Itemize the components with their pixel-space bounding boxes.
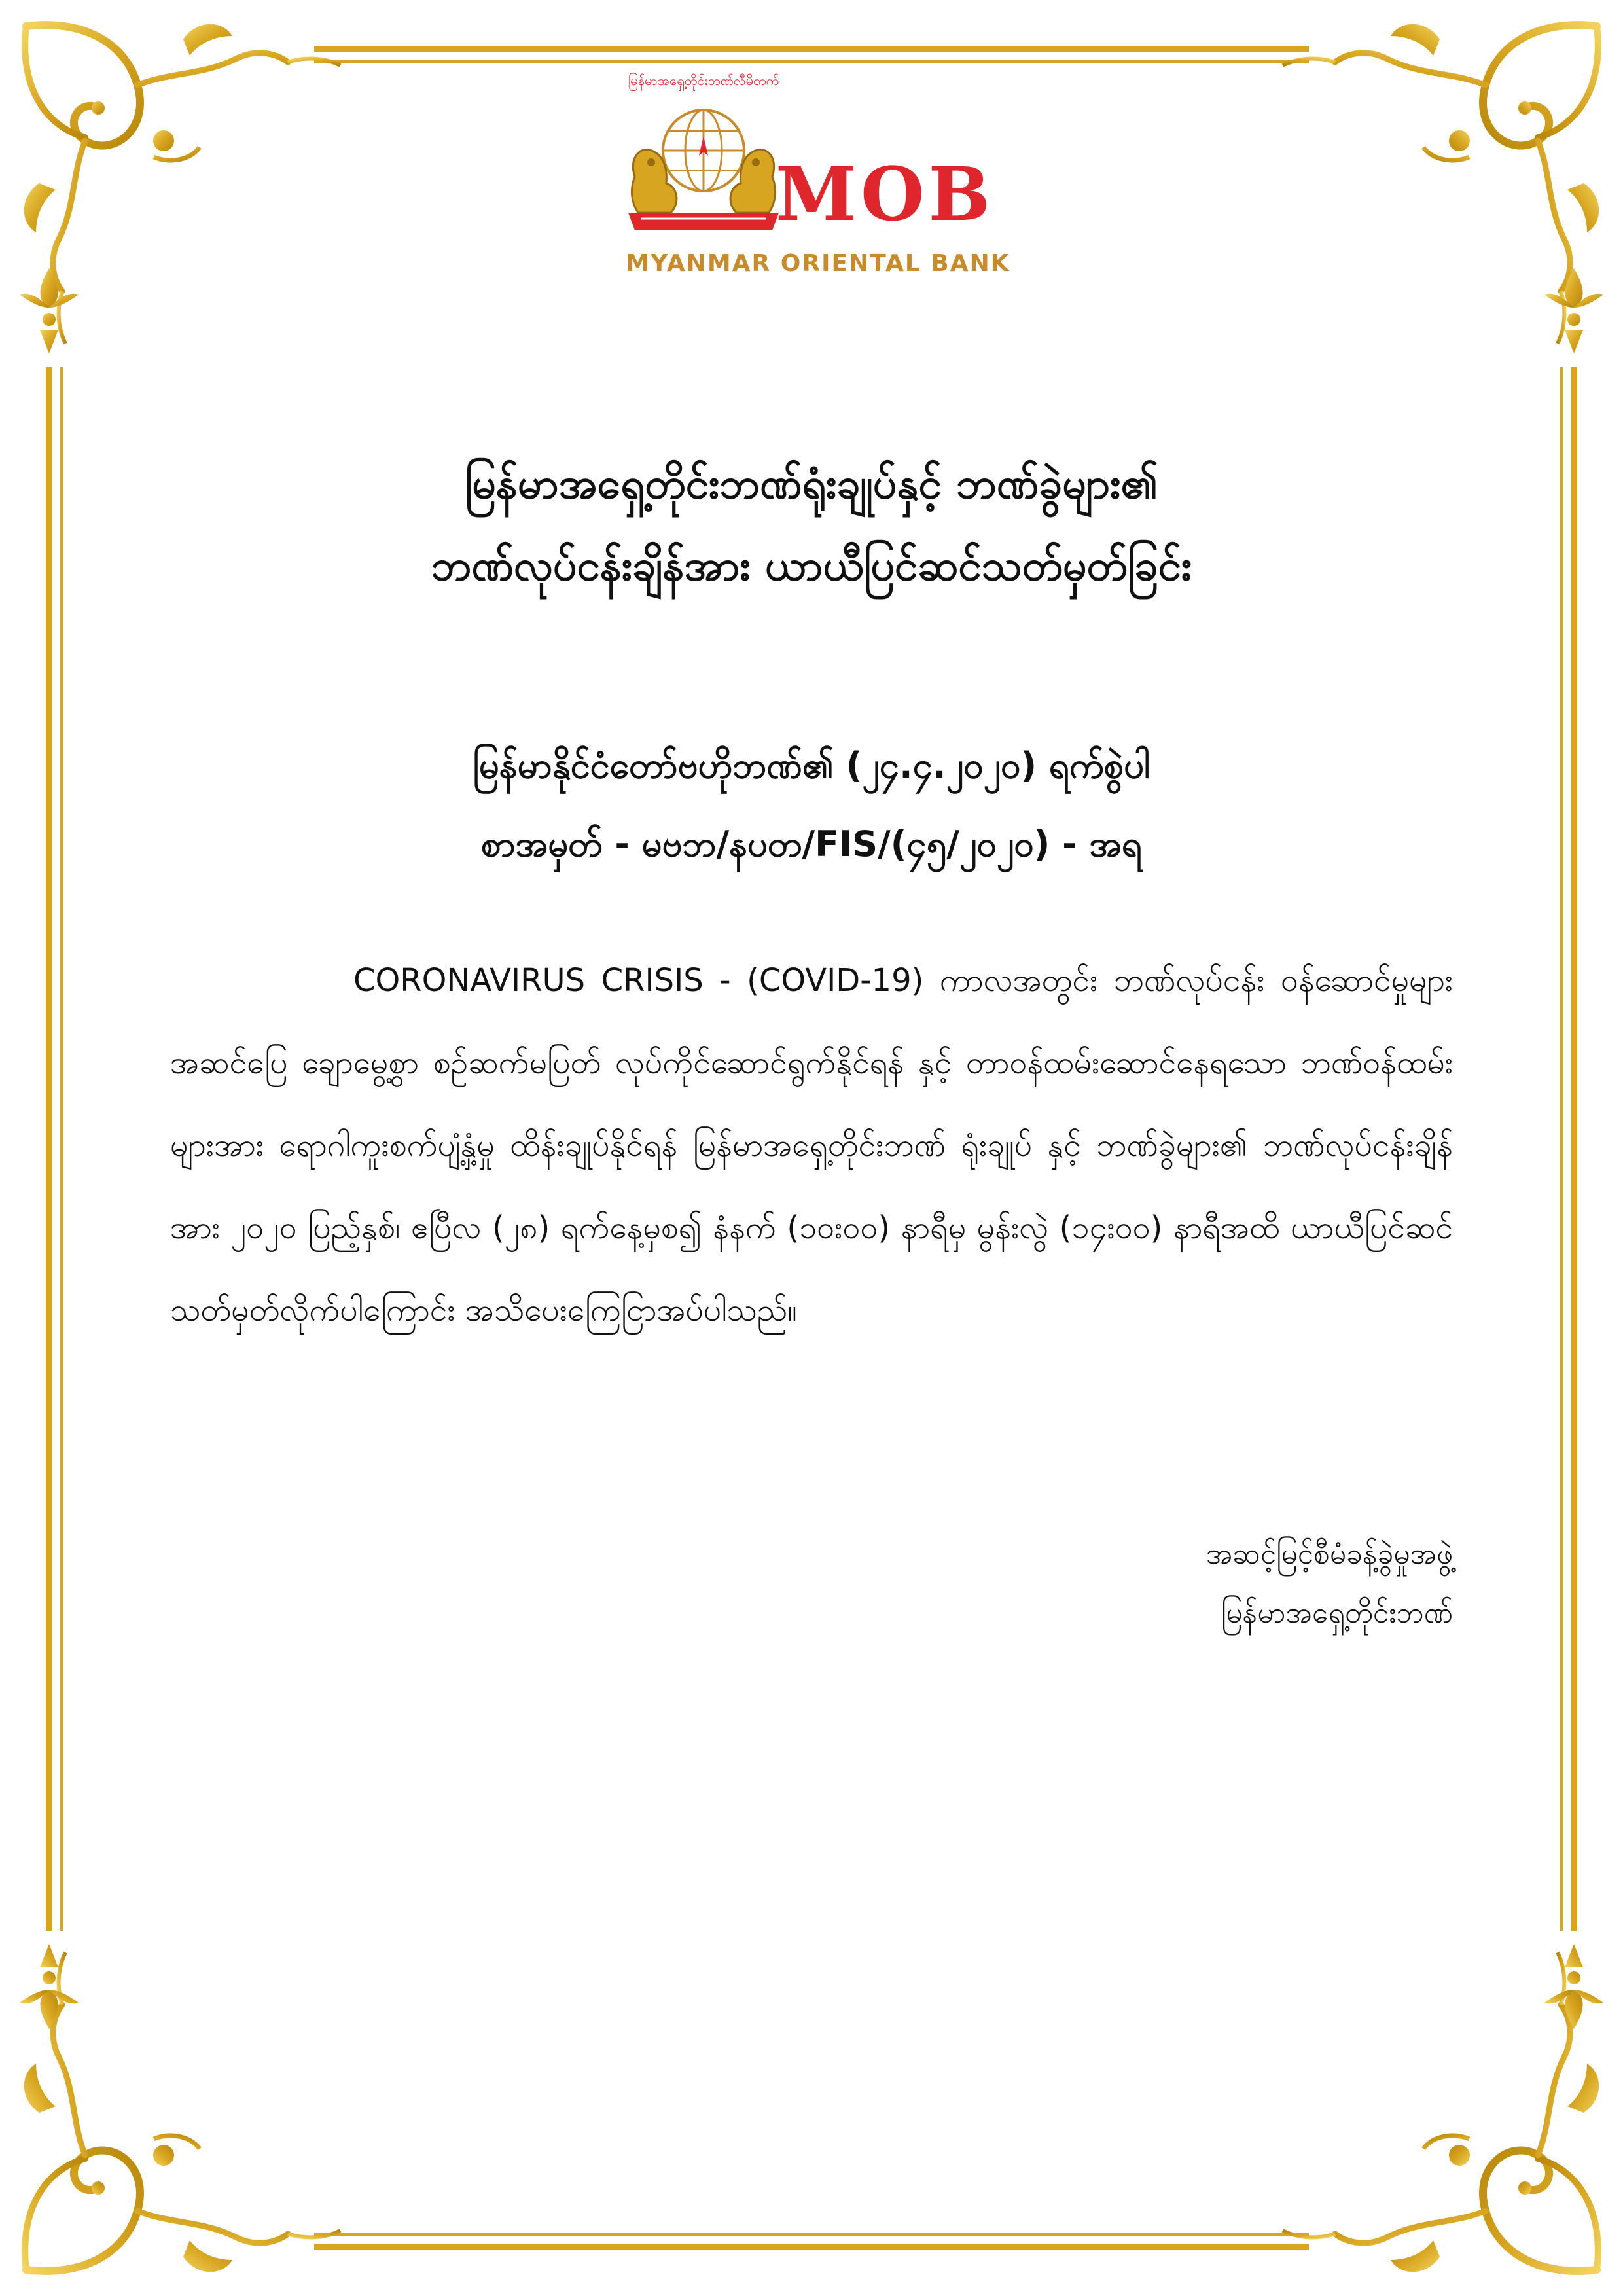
bank-logo [615,73,1021,288]
signature-line2: မြန်မာအရှေ့တိုင်းဘဏ် [1221,1596,1453,1630]
brand-full-name: MYANMAR ORIENTAL BANK [626,250,1010,277]
notice-body: CORONAVIRUS CRISIS - (COVID-19) ကာလအတွင်း ဘဏ်လုပ်ငန်း ဝန်ဆောင်မှုများ အဆင်ပြေ ချောမွေ့စွာ စဉ်ဆက်မပြတ် လုပ်ကိုင်ဆောင်ရွက်နိုင်ရန် နှင့် တာဝန်ထမ်းဆောင်နေရသော ဘဏ်ဝန်ထမ်း များအား ရောဂါကူးစက်ပျံ့နှံ့မှု ထိန်းချုပ်နိုင်ရန် မြန်မာအရှေ့တိုင်းဘဏ် ရုံးချုပ် နှင့် ဘဏ်ခွဲများ၏ ဘဏ်လုပ်ငန်းချိန်အား ၂၀၂၀ ပြည့်နှစ်၊ ဧပြီလ (၂၈) ရက်နေ့မှစ၍ နံနက် (၁၀း၀၀) နာရီမှ မွန်းလွဲ (၁၄း၀၀) နာရီအထိ ယာယီပြင်ဆင်သတ်မှတ်လိုက်ပါကြောင်း အသိပေးကြေငြာအပ်ပါသည်။ [170,962,1454,1329]
signature-line1: အဆင့်မြင့်စီမံခန့်ခွဲမှုအဖွဲ့ [1205,1537,1453,1571]
reference-line2: စာအမှတ် - မဗဘ/နပတ/FIS/(၄၅/၂၀၂၀) - အရ [481,823,1142,865]
notice-title-line2: ဘဏ်လုပ်ငန်းချိန်အား ယာယီပြင်ဆင်သတ်မှတ်ခြင်း [431,542,1192,590]
reference-line1: မြန်မာနိုင်ငံတော်ဗဟိုဘဏ်၏ (၂၄.၄.၂၀၂၀) ရက်စွဲပါ [473,745,1150,786]
brand-short-name: MOB [776,152,995,238]
seal-text: မြန်မာအရှေ့တိုင်းဘဏ်လီမိတက် [628,73,779,88]
notice-title-line1: မြန်မာအရှေ့တိုင်းဘဏ်ရုံးချုပ်နှင့် ဘဏ်ခွဲများ၏ [465,460,1158,509]
